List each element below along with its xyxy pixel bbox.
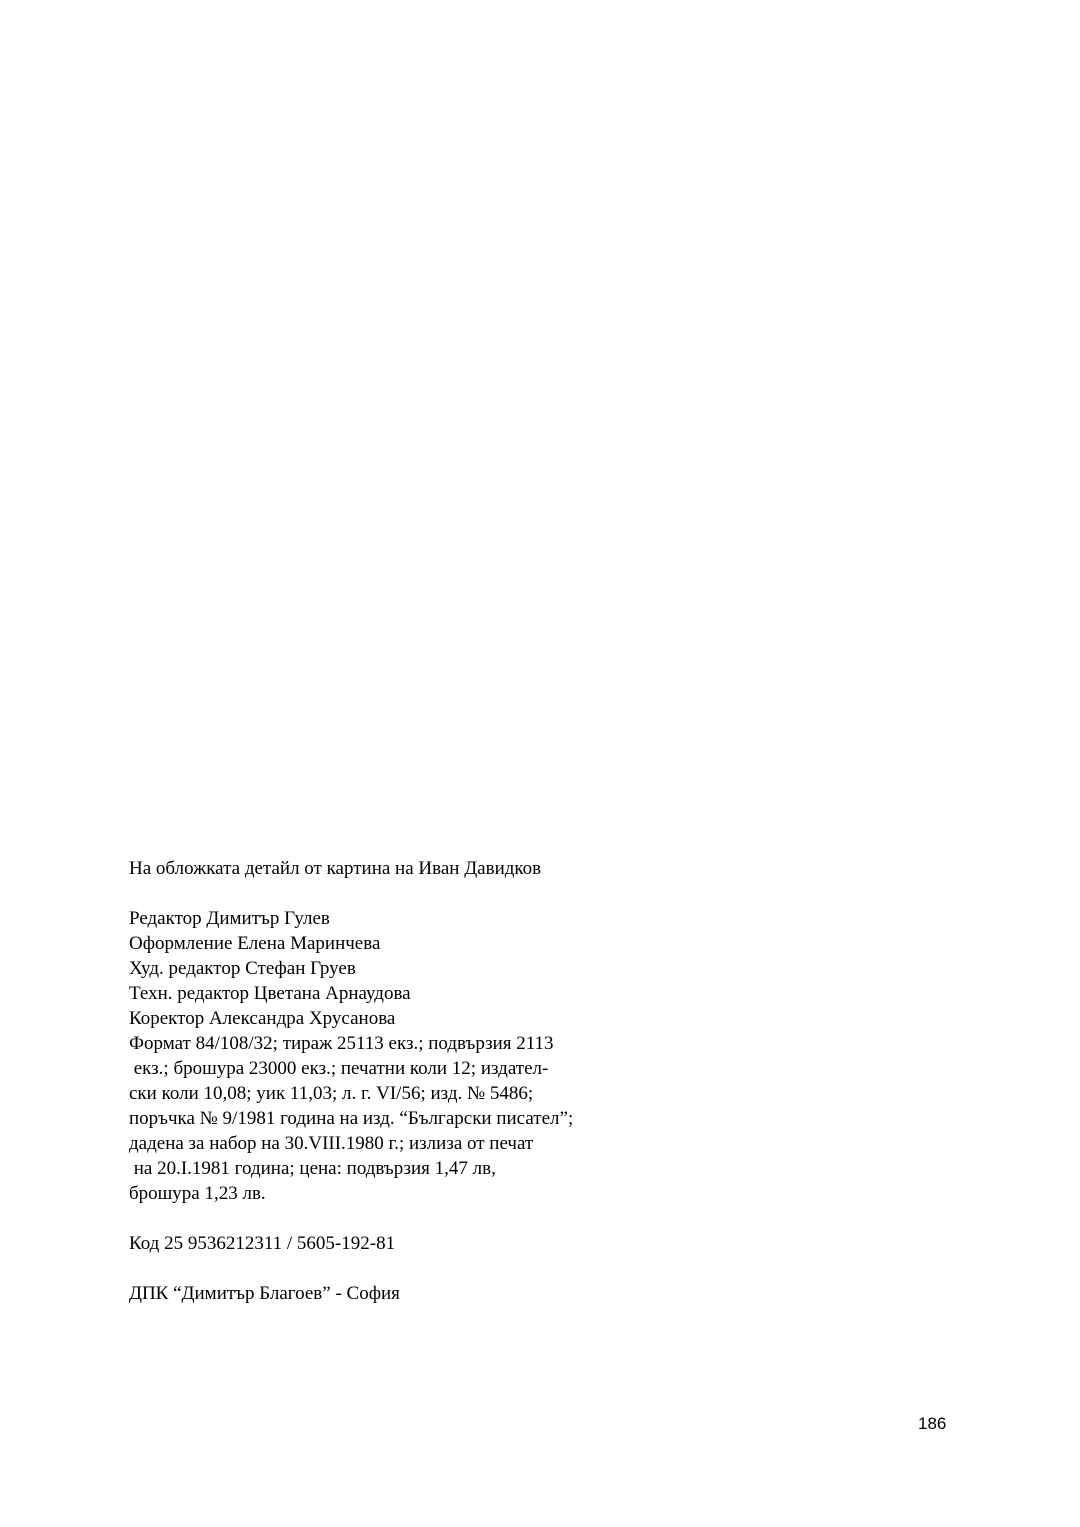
cover-note: На обложката детайл от картина на Иван Давидков — [129, 858, 542, 879]
credit-proofreader: Коректор Александра Хрусанова — [129, 1008, 396, 1029]
page-number: 186 — [918, 1414, 947, 1433]
spacer — [129, 1206, 729, 1231]
credit-design: Оформление Елена Маринчева — [129, 933, 381, 954]
publication-detail-line: екз.; брошура 23000 екз.; печатни коли 12; издател- — [129, 1058, 549, 1079]
credit-editor: Редактор Димитър Гулев — [129, 908, 330, 929]
credit-tech-editor: Техн. редактор Цветана Арнаудова — [129, 983, 411, 1004]
credit-art-editor: Худ. редактор Стефан Груев — [129, 958, 356, 979]
printer-name: ДПК “Димитър Благоев” - София — [129, 1283, 400, 1304]
publication-detail-line: Формат 84/108/32; тираж 25113 екз.; подвързия 2113 — [129, 1033, 554, 1054]
publication-detail-line: на 20.I.1981 година; цена: подвързия 1,47 лв, — [129, 1158, 496, 1179]
book-code: Код 25 9536212311 / 5605-192-81 — [129, 1233, 396, 1254]
spacer — [129, 1256, 729, 1281]
publication-detail-line: дадена за набор на 30.VIII.1980 г.; излиза от печат — [129, 1133, 534, 1154]
colophon-block — [129, 856, 729, 1306]
spacer — [129, 881, 729, 906]
publication-detail-line: брошура 1,23 лв. — [129, 1183, 266, 1204]
publication-detail-line: ски коли 10,08; уик 11,03; л. г. VI/56; изд. № 5486; — [129, 1083, 534, 1104]
publication-detail-line: поръчка № 9/1981 година на изд. “Български писател”; — [129, 1108, 574, 1129]
